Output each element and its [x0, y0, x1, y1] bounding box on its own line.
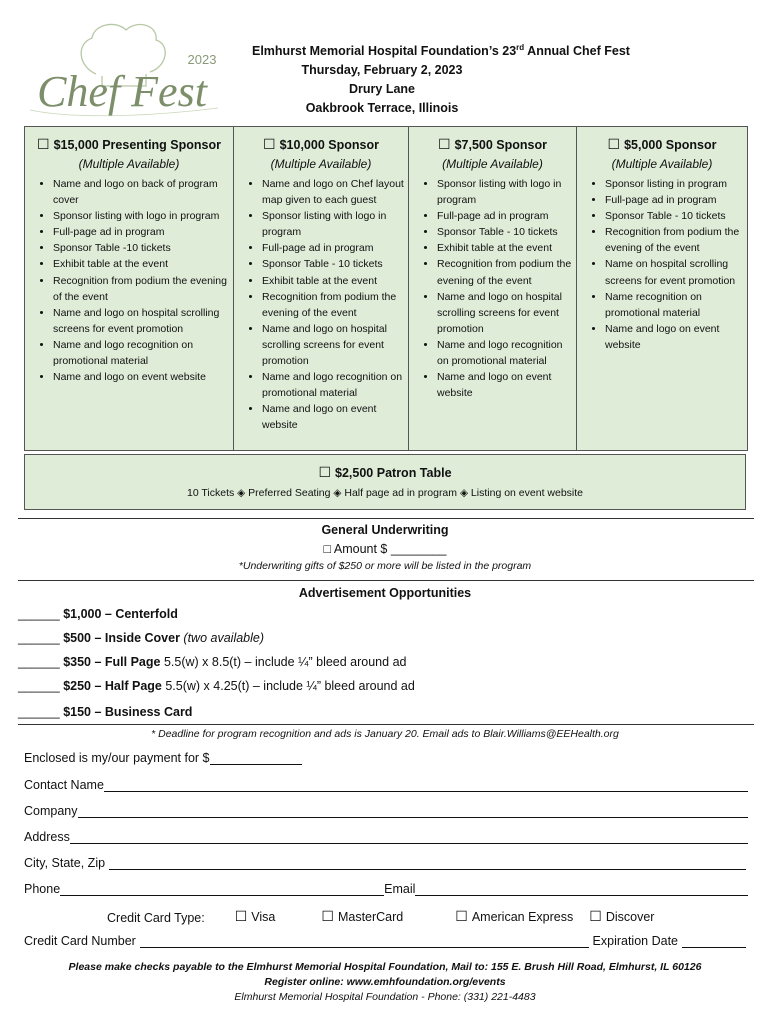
tier-benefit: • Sponsor Table - 10 tickets [262, 256, 406, 272]
footer-checks: Please make checks payable to the Elmhurst Memorial Hospital Foundation, Mail to: 155 E. Brush Hill Road, Elmhurst, IL 60126 [68, 961, 702, 973]
tier-benefit: • Sponsor listing with logo in program [437, 176, 574, 208]
ad-option-half-page[interactable]: ______ $250 – Half Page 5.5(w) x 4.25(t) – include ¼” bleed around ad [18, 679, 415, 693]
tier-benefit: • Name and logo on hospital scrolling screens for event promotion [53, 305, 231, 337]
tier-benefits [409, 176, 576, 401]
payment-amount-field[interactable]: Enclosed is my/our payment for $ [24, 751, 302, 765]
logo-text: Chef Fest [37, 67, 207, 116]
tier-benefit: • Name and logo on event website [437, 369, 574, 401]
footer-contact: Elmhurst Memorial Hospital Foundation - Phone: (331) 221-4483 [234, 991, 536, 1003]
card-number-label: Credit Card Number [24, 934, 136, 948]
contact-name-field[interactable]: Contact Name [24, 778, 748, 792]
ad-option-centerfold[interactable]: ______ $1,000 – Centerfold [18, 607, 178, 621]
tier-benefit: • Full-page ad in program [262, 240, 406, 256]
card-type-row [107, 908, 654, 925]
tier-benefit: • Full-page ad in program [605, 192, 745, 208]
underwriting-note: *Underwriting gifts of $250 or more will be listed in the program [238, 560, 532, 572]
address-field[interactable]: Address [24, 830, 748, 844]
event-city: Oakbrook Terrace, Illinois [305, 101, 459, 116]
event-date: Thursday, February 2, 2023 [301, 63, 463, 78]
tier-benefit: • Exhibit table at the event [262, 273, 406, 289]
patron-table-box [24, 454, 746, 510]
tier-benefits [234, 176, 408, 434]
event-title: Elmhurst Memorial Hospital Foundation’s 23rd Annual Chef Fest [252, 43, 630, 59]
tier-15000-checkbox[interactable]: ☐ [37, 136, 50, 152]
logo-year: 2023 [187, 52, 217, 67]
expiration-input[interactable] [682, 936, 746, 948]
tier-benefit: • Full-page ad in program [53, 224, 231, 240]
divider [18, 724, 754, 725]
card-mastercard-option[interactable]: ☐ MasterCard [321, 908, 404, 924]
card-amex-option[interactable]: ☐ American Express [455, 908, 574, 924]
tier-7500 [409, 127, 577, 450]
patron-details: 10 Tickets ◈ Preferred Seating ◈ Half page ad in program ◈ Listing on event website [186, 487, 584, 499]
underwriting-title: General Underwriting [321, 523, 449, 537]
tier-benefit: • Recognition from podium the evening of the event [53, 273, 231, 305]
email-label: Email [384, 882, 416, 896]
card-discover-option[interactable]: ☐ Discover [589, 908, 655, 924]
tier-benefit: • Name recognition on promotional material [605, 289, 745, 321]
tier-benefit: • Name and logo recognition on promotional material [262, 369, 406, 401]
tier-5000 [577, 127, 747, 450]
event-header [252, 38, 630, 118]
underwriting-amount-field[interactable]: □ Amount $ ________ [323, 542, 447, 556]
tier-availability: (Multiple Available) [442, 157, 543, 171]
divider [18, 518, 754, 519]
tier-benefit: • Name and logo on event website [262, 401, 406, 433]
tier-benefit: • Exhibit table at the event [53, 256, 231, 272]
tier-7500-checkbox[interactable]: ☐ [438, 136, 451, 152]
tier-availability: (Multiple Available) [270, 157, 372, 171]
tier-benefit: • Sponsor Table - 10 tickets [605, 208, 745, 224]
tier-benefit: • Full-page ad in program [437, 208, 574, 224]
tier-benefit: • Name and logo on hospital scrolling screens for event promotion [437, 289, 574, 337]
tier-benefit: • Sponsor Table - 10 tickets [437, 224, 574, 240]
card-type-label: Credit Card Type: [107, 911, 205, 925]
tier-10000 [234, 127, 409, 450]
tier-benefits [25, 176, 233, 385]
tier-title: $10,000 Sponsor [279, 138, 379, 152]
phone-email-row [24, 882, 748, 896]
tier-benefit: • Sponsor Table -10 tickets [53, 240, 231, 256]
tier-title: $5,000 Sponsor [624, 138, 717, 152]
ad-option-full-page[interactable]: ______ $350 – Full Page 5.5(w) x 8.5(t) – include ¼” bleed around ad [18, 655, 407, 669]
tier-benefit: • Exhibit table at the event [437, 240, 574, 256]
tier-benefit: • Name and logo on event website [605, 321, 745, 353]
tier-title: $7,500 Sponsor [454, 138, 547, 152]
tier-benefit: • Sponsor listing with logo in program [53, 208, 231, 224]
phone-label: Phone [24, 882, 61, 896]
tier-benefit: • Name and logo on event website [53, 369, 231, 385]
ad-option-business-card[interactable]: ______ $150 – Business Card [18, 705, 193, 719]
tier-benefit: • Name on hospital scrolling screens for event promotion [605, 256, 745, 288]
sponsor-tiers-table [24, 126, 748, 451]
tier-benefit: • Recognition from podium the evening of the event [262, 289, 406, 321]
tier-availability: (Multiple Available) [78, 157, 180, 171]
tier-5000-checkbox[interactable]: ☐ [607, 136, 621, 152]
footer-register-link[interactable]: Register online: www.emhfoundation.org/events [264, 976, 506, 988]
tier-benefit: • Name and logo on back of program cover [53, 176, 231, 208]
ads-deadline-note: * Deadline for program recognition and ads is January 20. Email ads to Blair.Williams@EEHealth.org [151, 728, 619, 740]
tier-benefits [577, 176, 747, 353]
tier-benefit: • Sponsor listing in program [605, 176, 745, 192]
card-visa-option[interactable]: ☐ Visa [234, 908, 276, 924]
email-input[interactable] [415, 884, 748, 896]
expiration-label: Expiration Date [592, 934, 678, 948]
tier-benefit: • Name and logo on Chef layout map given to each guest [262, 176, 406, 208]
event-venue: Drury Lane [349, 82, 415, 97]
tier-availability: (Multiple Available) [611, 157, 713, 171]
company-field[interactable]: Company [24, 804, 748, 818]
card-number-row [24, 934, 746, 948]
tier-title: $15,000 Presenting Sponsor [53, 138, 221, 152]
tier-benefit: • Name and logo on hospital scrolling screens for event promotion [262, 321, 406, 369]
divider [18, 580, 754, 581]
tier-15000 [25, 127, 234, 450]
tier-benefit: • Recognition from podium the evening of the event [605, 224, 745, 256]
ad-option-inside-cover[interactable]: ______ $500 – Inside Cover (two available) [18, 631, 265, 645]
phone-input[interactable] [60, 884, 384, 896]
city-state-zip-field[interactable]: City, State, Zip [24, 856, 746, 870]
ads-title: Advertisement Opportunities [298, 586, 472, 600]
tier-10000-checkbox[interactable]: ☐ [263, 136, 276, 152]
card-number-input[interactable] [140, 936, 589, 948]
patron-checkbox[interactable]: ☐ [318, 464, 332, 480]
tier-benefit: • Name and logo recognition on promotional material [437, 337, 574, 369]
tier-benefit: • Name and logo recognition on promotional material [53, 337, 231, 369]
patron-title: $2,500 Patron Table [335, 466, 452, 480]
tier-benefit: • Recognition from podium the evening of the event [437, 256, 574, 288]
chef-fest-logo [18, 14, 248, 118]
tier-benefit: • Sponsor listing with logo in program [262, 208, 406, 240]
